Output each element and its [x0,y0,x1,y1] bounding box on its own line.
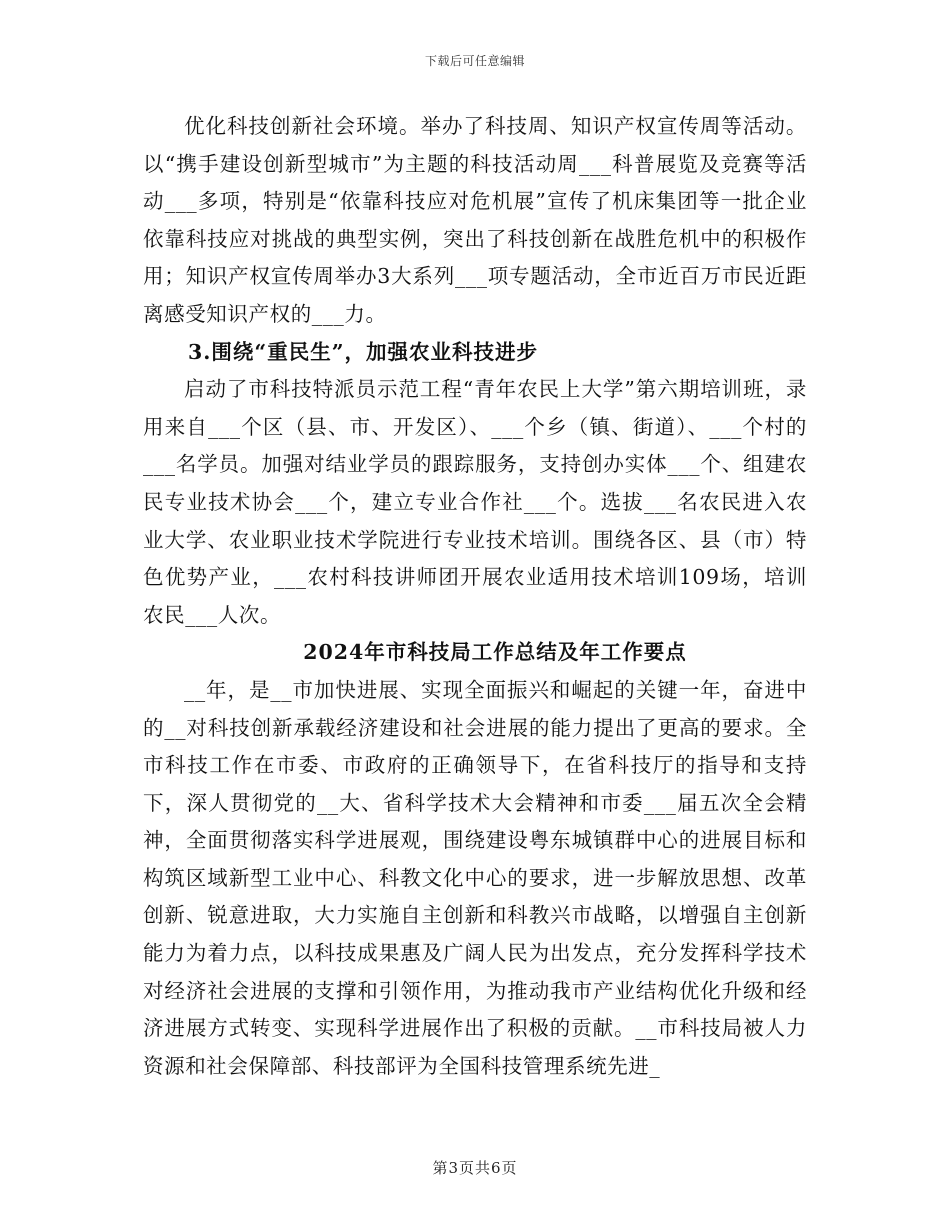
paragraph-agriculture-training: 启动了市科技特派员示范工程“青年农民上大学”第六期培训班，录用来自___个区（县、市、开发区）、___个乡（镇、街道）、___个村的___名学员。加强对结业学员的跟踪服务，支持创办实体___个、组建农民专业技术协会___个，建立专业合作社___个。选拔___名农民进入农业大学、农业职业技术学院进行专业技术培训。围绕各区、县（市）特色优势产业，___农村科技讲师团开展农业适用技术培训109场，培训农民___人次。 [143,377,807,627]
paragraph-annual-summary: __年，是__市加快进展、实现全面振兴和崛起的关键一年，奋进中的__对科技创新承载经济建设和社会进展的能力提出了更高的要求。全市科技工作在市委、市政府的正确领导下，在省科技厅的指导和支持下，深人贯彻党的__大、省科学技术大会精神和市委___届五次全会精神，全面贯彻落实科学进展观，围绕建设粤东城镇群中心的进展目标和构筑区域新型工业中心、科教文化中心的要求，进一步解放思想、改革创新、锐意进取，大力实施自主创新和科教兴市战略，以增强自主创新能力为着力点，以科技成果惠及广阔人民为出发点，充分发挥科学技术对经济社会进展的支撑和引领作用，为推动我市产业结构优化升级和经济进展方式转变、实现科学进展作出了积极的贡献。__市科技局被人力资源和社会保障部、科技部评为全国科技管理系统先进_ [143,677,807,1078]
section-heading-agriculture: 3.围绕“重民生”，加强农业科技进步 [188,339,538,364]
document-body [143,108,807,1085]
document-section-title: 2024年市科技局工作总结及年工作要点 [303,640,687,665]
page-number: 第3页共6页 [432,1159,518,1177]
paragraph-innovation-environment: 优化科技创新社会环境。举办了科技周、知识产权宣传周等活动。以“携手建设创新型城市”为主题的科技活动周___科普展览及竞赛等活动___多项，特别是“依靠科技应对危机展”宣传了机床集团等一批企业依靠科技应对挑战的典型实例，突出了科技创新在战胜危机中的积极作用；知识产权宣传周举办3大系列___项专题活动，全市近百万市民近距离感受知识产权的___力。 [143,114,807,326]
page-header: 下载后可任意编辑 [424,54,525,68]
